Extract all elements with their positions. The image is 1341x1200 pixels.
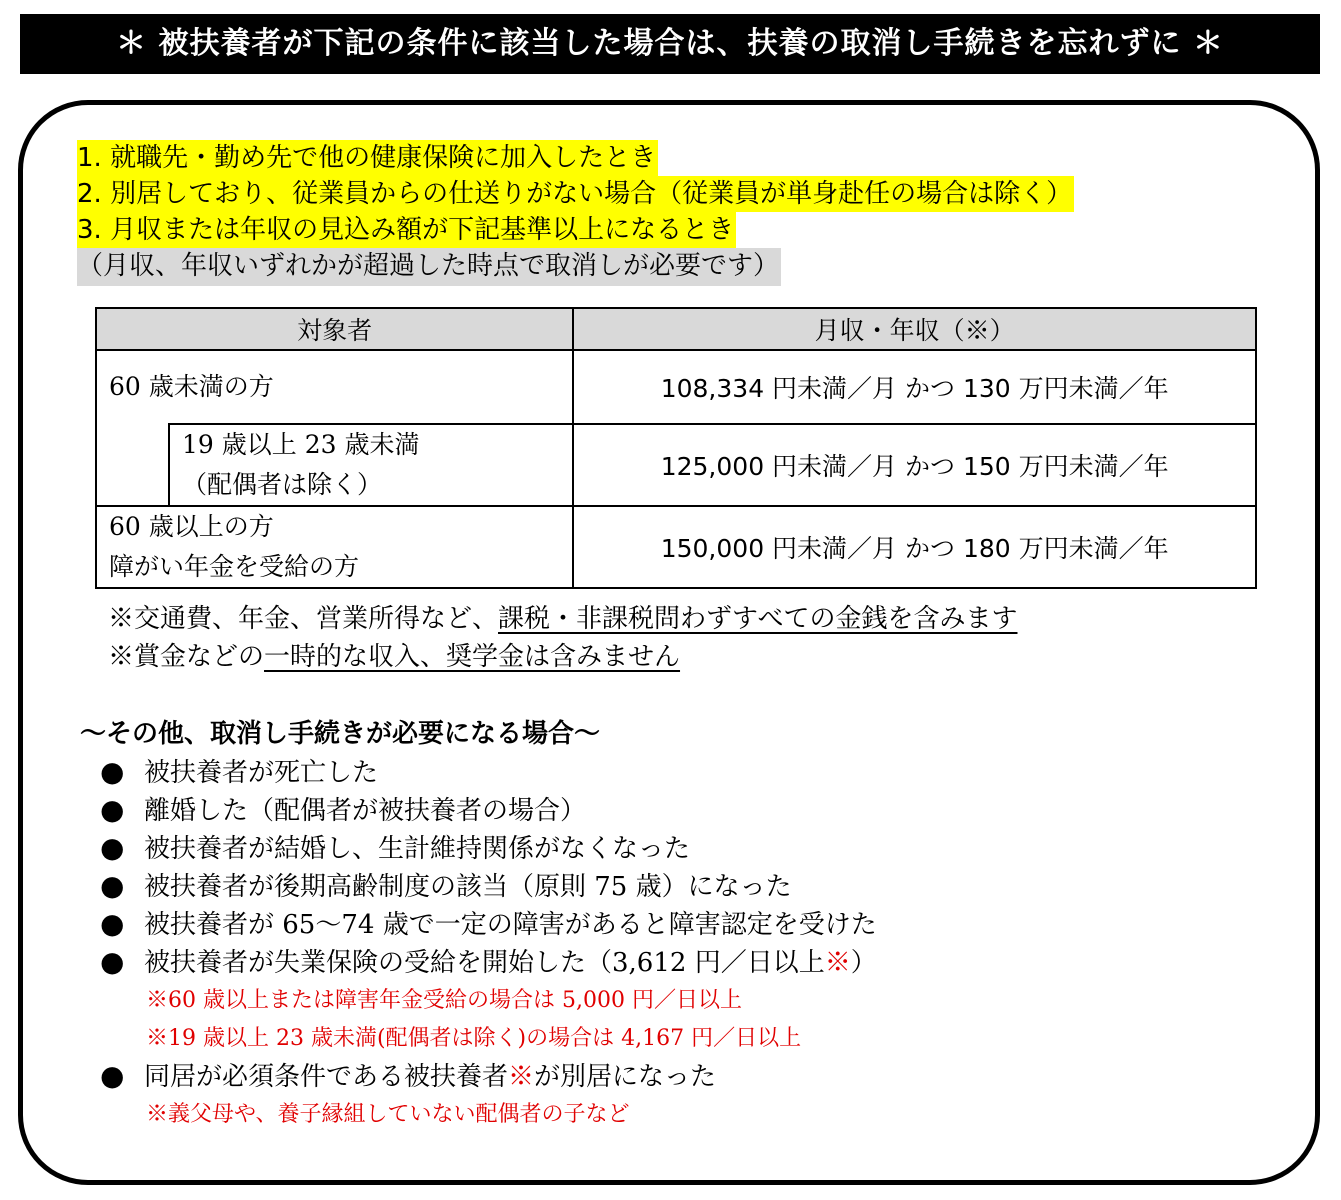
income-under-60: 108,334 円未満／月 かつ 130 万円未満／年	[573, 350, 1256, 424]
note-underlined: 一時的な収入、奨学金は含みません	[264, 642, 681, 672]
list-item-text: 被扶養者が後期高齢制度の該当（原則 75 歳）になった	[144, 872, 792, 902]
note-mark: ※	[508, 1062, 535, 1092]
indent-cell	[96, 424, 169, 506]
table-row	[96, 506, 1256, 588]
bullet-icon: ●	[100, 755, 125, 788]
bullet-icon: ●	[100, 869, 125, 902]
list-item	[100, 906, 877, 943]
list-item-close: ）	[850, 948, 877, 978]
bullet-icon: ●	[100, 1059, 125, 1092]
condition-2: 2. 別居しており、従業員からの仕送りがない場合（従業員が単身赴任の場合は除く）	[77, 176, 1074, 212]
list-item	[100, 792, 586, 829]
target-label: 60 歳未満の方	[109, 372, 274, 401]
unemployment-note-19-23: ※19 歳以上 23 歳未満(配偶者は除く)の場合は 4,167 円／日以上	[146, 1026, 802, 1051]
bullet-icon: ●	[100, 907, 125, 940]
income-60-plus: 150,000 円未満／月 かつ 180 万円未満／年	[573, 506, 1256, 588]
header-target: 対象者	[96, 308, 573, 350]
condition-1: 1. 就職先・勤め先で他の健康保険に加入したとき	[77, 140, 658, 176]
bullet-icon: ●	[100, 945, 125, 978]
table-row	[96, 424, 1256, 506]
note-underlined: 課税・非課税問わずすべての金銭を含みます	[498, 604, 1018, 634]
list-item-cohabit	[100, 1058, 716, 1095]
page-banner: ＊ 被扶養者が下記の条件に該当した場合は、扶養の取消し手続きを忘れずに ＊	[20, 14, 1320, 74]
list-item-text: 被扶養者が 65～74 歳で一定の障害があると障害認定を受けた	[144, 910, 877, 940]
table-header-row	[96, 308, 1256, 350]
income-threshold-table	[95, 307, 1257, 589]
note-excluded-income	[108, 638, 680, 676]
condition-3: 3. 月収または年収の見込み額が下記基準以上になるとき	[77, 212, 736, 248]
list-item-text: 離婚した（配偶者が被扶養者の場合）	[144, 796, 587, 826]
bullet-icon: ●	[100, 831, 125, 864]
target-under-60	[96, 350, 573, 424]
target-label-sub: （配偶者は除く）	[182, 470, 383, 499]
cohabit-note: ※義父母や、養子縁組していない配偶者の子など	[146, 1102, 630, 1127]
header-income: 月収・年収（※）	[573, 308, 1256, 350]
table-row	[96, 350, 1256, 424]
list-item-unemployment	[100, 944, 877, 981]
target-label: 60 歳以上の方	[109, 512, 274, 541]
list-item	[100, 754, 378, 791]
list-item	[100, 830, 690, 867]
bullet-icon: ●	[100, 793, 125, 826]
list-item-text: 同居が必須条件である被扶養者	[144, 1062, 509, 1092]
target-label: 19 歳以上 23 歳未満	[182, 430, 420, 459]
income-19-23: 125,000 円未満／月 かつ 150 万円未満／年	[573, 424, 1256, 506]
target-label-sub: 障がい年金を受給の方	[109, 552, 360, 581]
note-text: ※交通費、年金、営業所得など、	[108, 604, 499, 634]
target-19-23	[169, 424, 573, 506]
condition-note: （月収、年収いずれかが超過した時点で取消しが必要です）	[77, 248, 781, 286]
unemployment-note-60: ※60 歳以上または障害年金受給の場合は 5,000 円／日以上	[146, 988, 742, 1013]
list-item-text-after: が別居になった	[534, 1062, 717, 1092]
note-text: ※賞金などの	[108, 642, 265, 672]
other-cases-title: ～その他、取消し手続きが必要になる場合～	[80, 719, 601, 749]
list-item-text: 被扶養者が死亡した	[144, 758, 379, 788]
note-included-income	[108, 600, 1018, 638]
list-item-text: 被扶養者が結婚し、生計維持関係がなくなった	[144, 834, 691, 864]
note-mark: ※	[824, 948, 851, 978]
list-item-text: 被扶養者が失業保険の受給を開始した（3,612 円／日以上	[144, 948, 825, 978]
list-item	[100, 868, 792, 905]
target-60-plus	[96, 506, 573, 588]
